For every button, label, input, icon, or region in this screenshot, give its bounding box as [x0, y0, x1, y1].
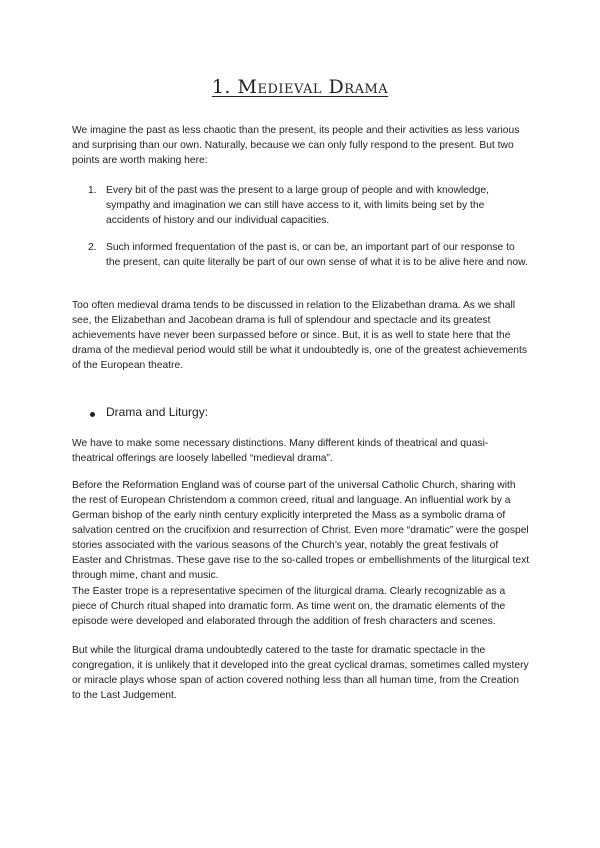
list-item-number: 2.	[88, 242, 97, 253]
elizabethan-paragraph: Too often medieval drama tends to be discussed in relation to the Elizabethan drama. As we shall see, the Elizabethan and Jacobean drama is full of splendour and spectacle and its greatest achievements have never been surpassed before or since. But, it is as well to state here that the drama of the medieval period would still be what it undoubtedly is, one of the greatest achievements of the European theatre.	[72, 300, 528, 371]
intro-paragraph: We imagine the past as less chaotic than the present, its people and their activities as less various and surprising than our own. Naturally, because we can only fully respond to the present. But two points are worth making here:	[72, 125, 520, 166]
reformation-paragraph: Before the Reformation England was of course part of the universal Catholic Church, sharing with the rest of European Christendom a common creed, ritual and language. An influential work by a German bishop of the early ninth century explicitly interpreted the Mass as a symbolic drama of salvation centred on the crucifixion and resurrection of Christ. Even more “dramatic” were the gospel stories associated with the various seasons of the Church’s year, notably the great festivals of Easter and Christmas. These gave rise to the so-called tropes or embellishments of the liturgical text through mime, chant and music.	[72, 480, 530, 581]
easter-trope-paragraph: The Easter trope is a representative specimen of the liturgical drama. Clearly recognizable as a piece of Church ritual shaped into dramatic form. As time went on, the dramatic elements of the episode were developed and elaborated through the addition of fresh characters and scenes.	[72, 586, 506, 627]
distinctions-paragraph: We have to make some necessary distinctions. Many different kinds of theatrical and quasi-theatrical offerings are loosely labelled “medieval drama”.	[72, 438, 489, 464]
page-title-text: 1. Medieval Drama	[211, 76, 389, 98]
list-item: Such informed frequentation of the past is, or can be, an important part of our response to the present, can quite literally be part of our own sense of what it is to be alive here and now.	[106, 242, 528, 268]
section-heading: Drama and Liturgy:	[106, 405, 209, 419]
bullet-icon	[90, 412, 95, 417]
page-title	[0, 76, 600, 98]
list-item-number: 1.	[88, 185, 97, 196]
cyclical-drama-paragraph: But while the liturgical drama undoubtedly catered to the taste for dramatic spectacle in the congregation, it is unlikely that it developed into the great cyclical dramas, sometimes called mystery or miracle plays whose span of action covered nothing less than all human time, from the Creation to the Last Judgement.	[72, 645, 529, 701]
list-item: Every bit of the past was the present to a large group of people and with knowledge, sympathy and imagination we can still have access to it, with limits being set by the accidents of history and our individual capacities.	[106, 185, 489, 226]
